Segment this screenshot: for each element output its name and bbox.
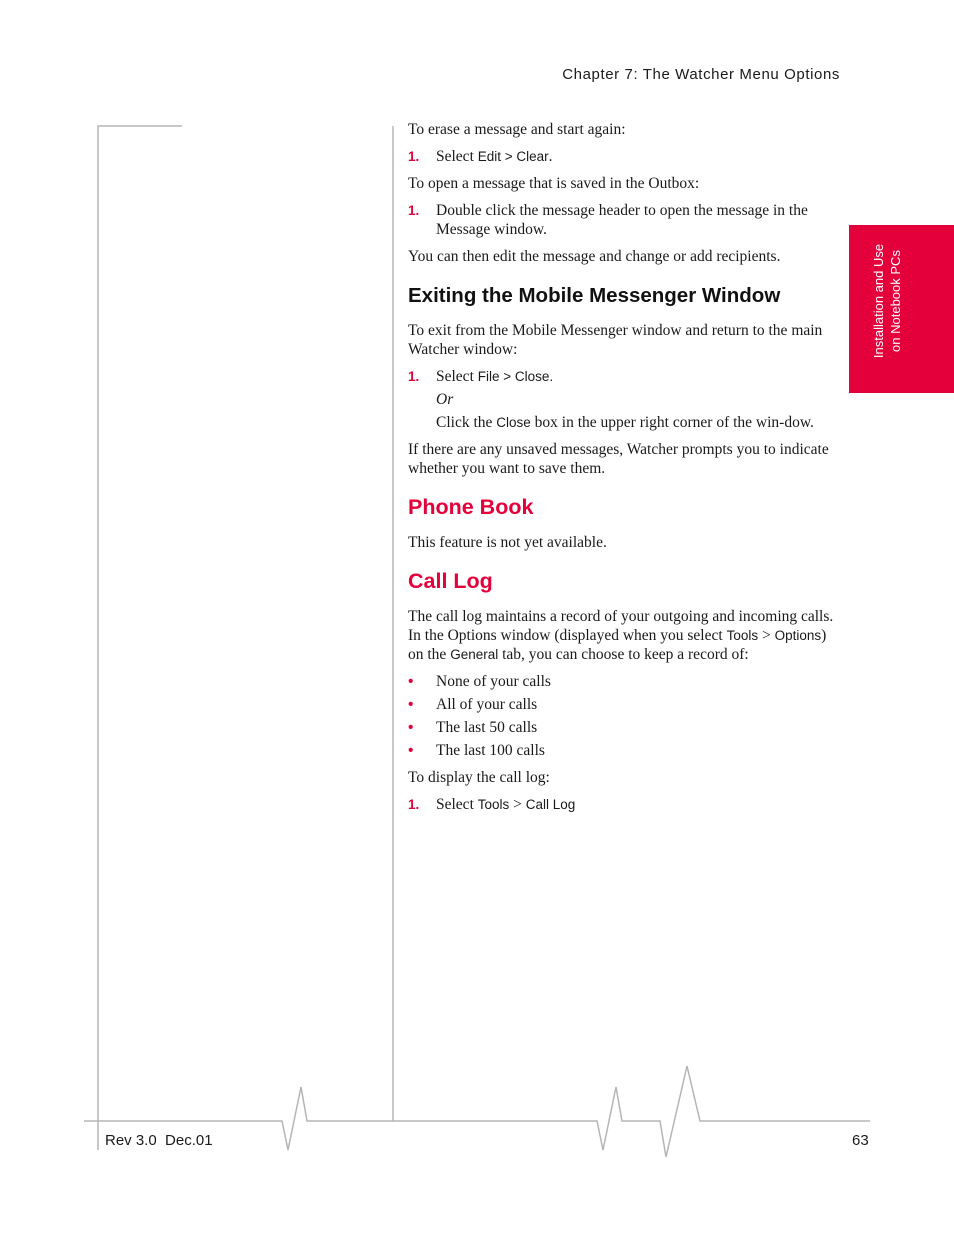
ui-term-call-log: Call Log	[525, 797, 576, 812]
bullet-icon: •	[408, 696, 414, 713]
ui-term-tools: Tools	[477, 797, 510, 812]
step-number: 1.	[408, 369, 420, 384]
edit-note: You can then edit the message and change or add recipients.	[408, 248, 781, 265]
footer-revision: Rev 3.0 Dec.01	[105, 1132, 213, 1149]
ui-term-file-close: File > Close.	[477, 369, 554, 384]
side-tab-line1: Installation and Use	[871, 243, 886, 359]
calllog-intro-part: The call log maintains a record of your outgoing and incoming calls. In the Options window (displayed when you select	[408, 608, 834, 644]
ui-term-close: Close	[496, 415, 531, 430]
side-tab-label	[870, 217, 910, 385]
list-item-text: None of your calls	[436, 673, 551, 690]
list-item-text: The last 100 calls	[436, 742, 545, 759]
step-text: Select	[436, 148, 474, 165]
calllog-intro-part: tab, you can choose to keep a record of:	[502, 646, 749, 663]
ui-term-tools: Tools	[726, 628, 759, 643]
display-step	[408, 795, 840, 814]
running-header: Chapter 7: The Watcher Menu Options	[562, 66, 840, 83]
step-text: Select	[436, 368, 474, 385]
display-intro: To display the call log:	[408, 769, 550, 786]
list-item	[408, 718, 840, 737]
step-text: Select	[436, 796, 474, 813]
main-content	[408, 120, 840, 822]
list-item-text: The last 50 calls	[436, 719, 538, 736]
open-intro: To open a message that is saved in the Outbox:	[408, 175, 700, 192]
page-number: 63	[852, 1132, 869, 1149]
exit-intro: To exit from the Mobile Messenger window and return to the main Watcher window:	[408, 322, 823, 358]
list-item	[408, 672, 840, 691]
calllog-intro-part: ) on the	[408, 627, 827, 663]
bullet-icon: •	[408, 742, 414, 759]
step-text-end: .	[548, 148, 553, 165]
bullet-icon: •	[408, 673, 414, 690]
list-item	[408, 741, 840, 760]
unsaved-note: If there are any unsaved messages, Watcher prompts you to indicate whether you want to save them.	[408, 441, 829, 477]
click-close-text	[408, 413, 840, 432]
step-number: 1.	[408, 149, 420, 164]
erase-intro: To erase a message and start again:	[408, 121, 626, 138]
side-tab-line2: on Notebook PCs	[888, 250, 903, 352]
click-close-post: box in the upper right corner of the win-dow.	[534, 414, 814, 431]
step-sep: >	[513, 796, 522, 813]
exit-step	[408, 367, 840, 386]
phonebook-heading: Phone Book	[408, 495, 534, 519]
ui-term-edit-clear: Edit > Clear	[477, 149, 549, 164]
step-number: 1.	[408, 797, 420, 812]
bullet-icon: •	[408, 719, 414, 736]
open-step	[408, 201, 840, 239]
step-text: Double click the message header to open the message in the Message window.	[436, 202, 808, 238]
click-close-pre: Click the	[436, 414, 493, 431]
erase-step	[408, 147, 840, 166]
chapter-side-tab	[849, 225, 954, 393]
list-item	[408, 695, 840, 714]
ui-term-options: Options	[774, 628, 822, 643]
list-item-text: All of your calls	[436, 696, 538, 713]
ui-term-general: General	[450, 647, 499, 662]
phonebook-text: This feature is not yet available.	[408, 534, 607, 551]
calllog-intro-part: >	[761, 627, 771, 644]
step-number: 1.	[408, 203, 420, 218]
calllog-intro	[408, 607, 840, 664]
or-text: Or	[436, 391, 454, 408]
calllog-heading: Call Log	[408, 569, 493, 593]
exit-heading: Exiting the Mobile Messenger Window	[408, 284, 781, 307]
